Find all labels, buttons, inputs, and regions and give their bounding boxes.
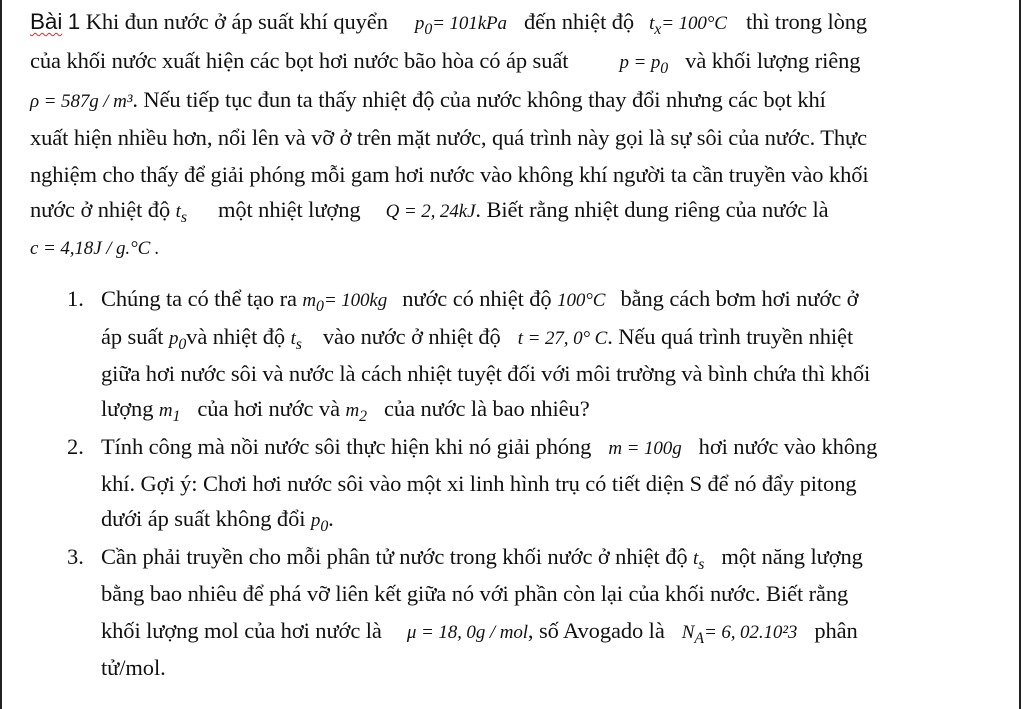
intro-line-1	[30, 8, 867, 44]
formula-ts: $t_s$	[290, 328, 302, 353]
intro-line-5: nghiệm cho thấy để giải phóng mỗi gam hơi nước vào không khí người ta cần truyền vào khối	[30, 162, 869, 187]
formula-m2: $m_2$	[345, 400, 367, 425]
item-3-line-2: bằng bao nhiêu để phá vỡ liên kết giữa nó với phần còn lại của khối nước. Biết rằng	[101, 581, 849, 606]
item-1-number: 1.	[67, 286, 84, 311]
formula-Q: Q = 2, 24kJ	[385, 201, 476, 222]
formula-m1: $m_1$	[158, 400, 181, 425]
formula-p-equals-p0: $p = p_0$	[619, 52, 669, 77]
intro-line-2	[30, 47, 860, 83]
formula-NA: $N_A= 6$, 02.10²3	[681, 622, 798, 647]
formula-ts: $t_s$	[693, 548, 705, 573]
formula-mu: μ = 18, 0g / mol	[406, 622, 528, 643]
formula-p0: $p_0$	[168, 328, 187, 353]
formula-rho: ρ = 587g / m³	[30, 91, 133, 112]
intro-text: nước ở nhiệt độ	[30, 197, 171, 222]
formula-100C: 100°C	[557, 290, 606, 311]
item-3-line-1: Cần phải truyền cho mỗi phân tử nước trong khối nước ở nhiệt độ $t_s$ một năng lượng	[101, 544, 863, 573]
intro-text: Khi đun nước ở áp suất khí quyển	[85, 9, 388, 34]
item-2-line-2: khí. Gợi ý: Chơi hơi nước sôi vào một xi linh hình trụ có tiết diện S để nó đẩy pitong	[101, 471, 857, 496]
item-3-line-3: khối lượng mol của hơi nước là μ = 18, 0g / mol, số Avogado là $N_A= 6$, 02.10²3 phân	[101, 618, 858, 647]
intro-text: đến nhiệt độ	[524, 9, 635, 34]
formula-t27: t = 27, 0° C	[517, 328, 608, 349]
formula-p0: $p_0$	[310, 510, 329, 535]
item-3-number: 3.	[67, 544, 84, 569]
intro-line-4: xuất hiện nhiều hơn, nổi lên và vỡ ở trên mặt nước, quá trình này gọi là sự sôi của nước. Thực	[30, 125, 868, 150]
intro-text: và khối lượng riêng	[685, 48, 861, 73]
intro-text: thì trong lòng	[745, 9, 868, 34]
formula-m0: $m_0= 100kg$	[302, 290, 388, 315]
intro-text: một nhiệt lượng	[217, 197, 361, 222]
formula-c: c = 4,18J / g.°C .	[30, 238, 160, 259]
intro-line-6	[30, 196, 829, 232]
exercise-title-word: Bài	[30, 9, 63, 34]
item-3-line-4: tử/mol.	[101, 655, 166, 680]
formula-p0: $p_0= 101kPa$	[414, 13, 507, 38]
item-2-line-3: dưới áp suất không đổi $p_0$.	[101, 506, 334, 535]
intro-text: của khối nước xuất hiện các bọt hơi nước bão hòa có áp suất	[30, 48, 569, 73]
item-1-line-2: áp suất $p_0và$ nhiệt độ $t_s$ vào nước ở nhiệt độ t = 27, 0° C. Nếu quá trình truyền nhiệt	[101, 324, 854, 353]
item-2-number: 2.	[67, 434, 84, 459]
exercise-title-number: 1	[67, 9, 81, 34]
item-1-line-3: giữa hơi nước sôi và nước là cách nhiệt tuyệt đối với môi trường và bình chứa thì khối	[101, 361, 871, 386]
intro-line-7	[30, 233, 159, 263]
formula-tx: $t_x= 100^\circ C$	[649, 13, 727, 38]
formula-ts: $t_s$	[175, 201, 187, 226]
intro-text: . Biết rằng nhiệt dung riêng của nước là	[475, 197, 829, 222]
intro-line-3	[30, 86, 826, 116]
item-1-line-1: Chúng ta có thể tạo ra $m_0= 100kg$ nước có nhiệt độ 100°C bằng cách bơm hơi nước ở	[101, 286, 859, 315]
formula-m100g: m = 100g	[608, 438, 682, 459]
intro-text: . Nếu tiếp tục đun ta thấy nhiệt độ của nước không thay đổi nhưng các bọt khí	[132, 87, 826, 112]
item-1-line-4: lượng $m_1$ của hơi nước và $m_2$ của nước là bao nhiêu?	[101, 396, 590, 425]
item-2-line-1: Tính công mà nồi nước sôi thực hiện khi nó giải phóng m = 100g hơi nước vào không	[101, 434, 878, 459]
